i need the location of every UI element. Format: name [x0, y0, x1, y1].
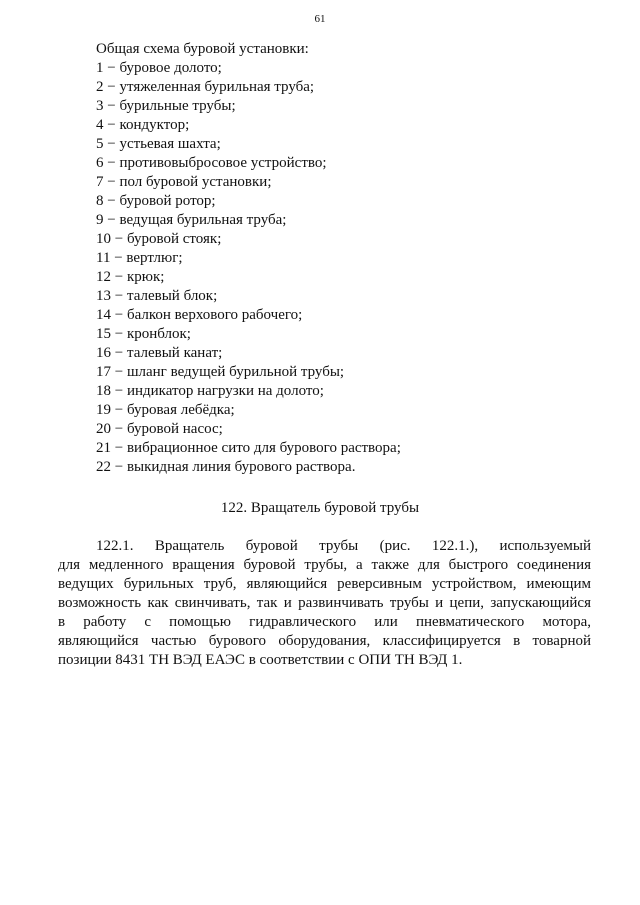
list-item: 2 − утяжеленная бурильная труба; — [96, 79, 315, 95]
page-number: 61 — [314, 13, 326, 25]
list-item: 11 − вертлюг; — [96, 250, 183, 266]
list-item: 21 − вибрационное сито для бурового раствора; — [96, 440, 401, 456]
paragraph-line: возможность как свинчивать, так и развинчивать трубы и цепи, запускающийся — [58, 595, 591, 611]
paragraph-line: ведущих бурильных труб, являющийся реверсивным устройством, имеющим — [58, 576, 591, 592]
list-item: 6 − противовыбросовое устройство; — [96, 155, 327, 171]
section-title: 122. Вращатель буровой трубы — [220, 500, 420, 516]
paragraph-line: являющийся частью бурового оборудования, классифицируется в товарной — [58, 633, 591, 649]
list-heading: Общая схема буровой установки: — [96, 41, 309, 57]
list-item: 8 − буровой ротор; — [96, 193, 216, 209]
list-item: 1 − буровое долото; — [96, 60, 222, 76]
list-item: 9 − ведущая бурильная труба; — [96, 212, 287, 228]
list-item: 20 − буровой насос; — [96, 421, 223, 437]
paragraph-line: для медленного вращения буровой трубы, а также для быстрого соединения — [58, 557, 591, 573]
list-item: 19 − буровая лебёдка; — [96, 402, 235, 418]
list-item: 5 − устьевая шахта; — [96, 136, 221, 152]
list-item: 17 − шланг ведущей бурильной трубы; — [96, 364, 345, 380]
section-paragraph — [58, 537, 591, 670]
list-item: 14 − балкон верхового рабочего; — [96, 307, 303, 323]
legend-list — [96, 40, 596, 477]
list-item: 16 − талевый канат; — [96, 345, 223, 361]
paragraph-line: позиции 8431 ТН ВЭД ЕАЭС в соответствии с ОПИ ТН ВЭД 1. — [58, 652, 463, 668]
list-item: 12 − крюк; — [96, 269, 165, 285]
paragraph-line: в работу с помощью гидравлического или пневматического мотора, — [58, 614, 591, 630]
list-item: 13 − талевый блок; — [96, 288, 218, 304]
list-item: 7 − пол буровой установки; — [96, 174, 272, 190]
list-item: 3 − бурильные трубы; — [96, 98, 236, 114]
list-item: 15 − кронблок; — [96, 326, 191, 342]
list-item: 18 − индикатор нагрузки на долото; — [96, 383, 324, 399]
list-item: 4 − кондуктор; — [96, 117, 190, 133]
list-item: 10 − буровой стояк; — [96, 231, 222, 247]
list-item: 22 − выкидная линия бурового раствора. — [96, 459, 356, 475]
list-items — [96, 59, 596, 477]
paragraph-line: 122.1. Вращатель буровой трубы (рис. 122.1.), используемый — [96, 538, 591, 554]
